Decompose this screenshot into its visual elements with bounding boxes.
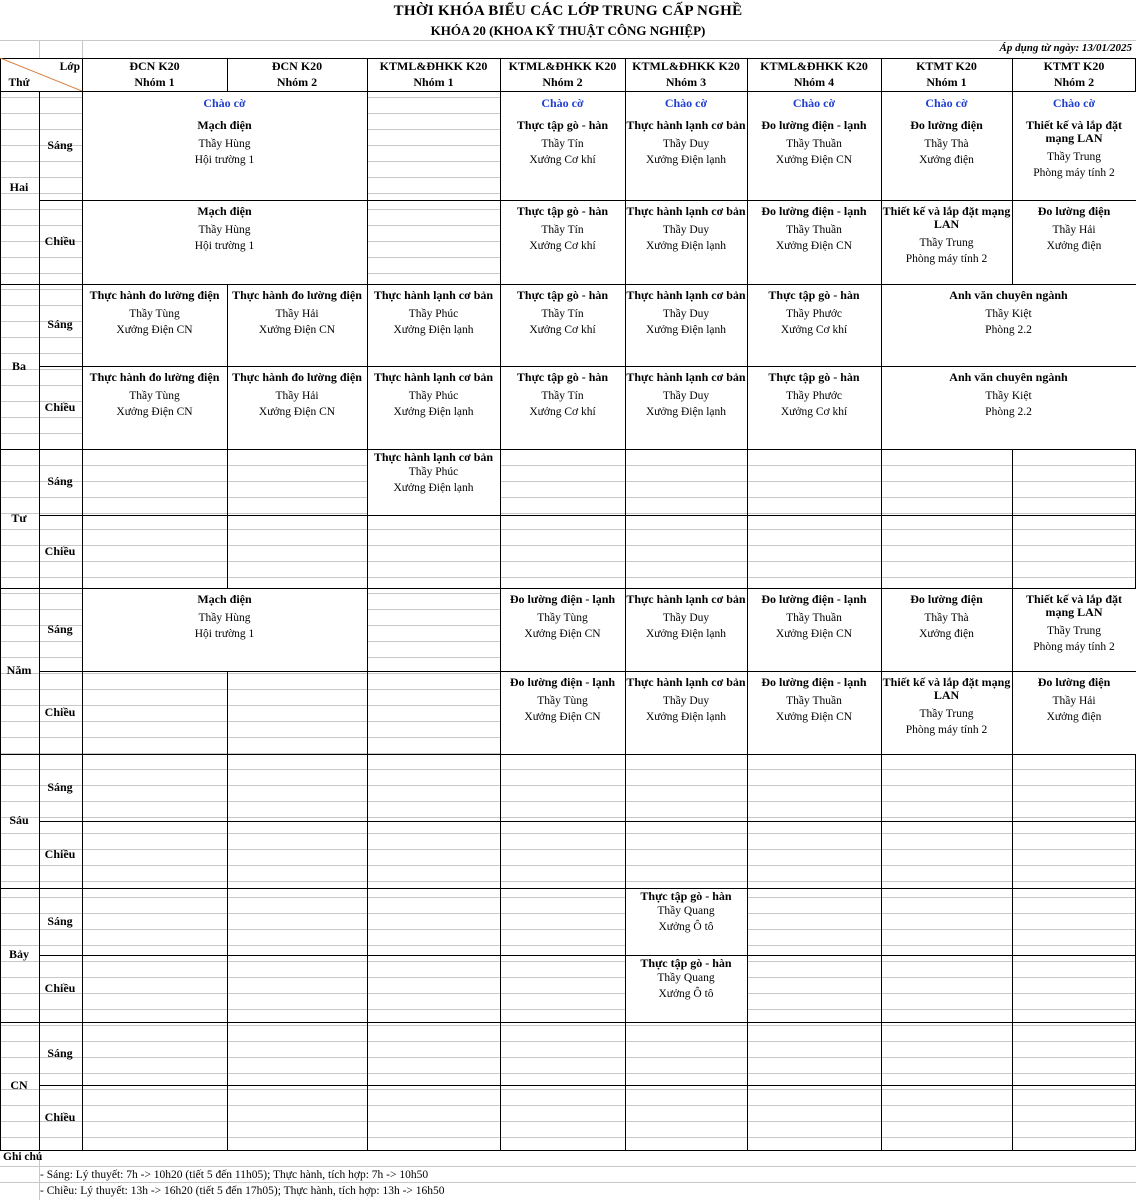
teacher-name: Thầy Hùng	[198, 224, 251, 236]
subject-name: Đo lường điện - lạnh	[761, 592, 867, 606]
schedule-cell	[367, 371, 500, 420]
room-name: Phòng máy tính 2	[905, 724, 988, 736]
day-label: Năm	[6, 663, 32, 677]
subject-name: Thực tập gò - hàn	[640, 956, 732, 970]
room-name: Xưởng Cơ khí	[529, 240, 596, 252]
teacher-name: Thầy Tín	[541, 224, 584, 236]
schedule-cell	[82, 371, 227, 420]
class-group-header: Nhóm 1	[413, 75, 454, 89]
schedule-cell	[625, 676, 747, 725]
subject-name: Thực hành đo lường điện	[232, 288, 362, 302]
grid-line	[0, 817, 1136, 818]
flag-ceremony-label: Chào cờ	[203, 96, 246, 110]
schedule-cell	[500, 289, 625, 338]
teacher-name: Thầy Hùng	[198, 612, 251, 624]
day-label: Tư	[11, 510, 27, 525]
room-name: Phòng máy tính 2	[1033, 641, 1115, 653]
subject-name: Thực tập gò - hàn	[516, 118, 609, 132]
day-border	[0, 449, 1136, 450]
day-label: Sáu	[9, 813, 29, 827]
room-name: Phòng 2.2	[985, 324, 1032, 336]
day-label: Hai	[9, 179, 29, 194]
class-group-header: Nhóm 3	[665, 75, 707, 89]
subject-name: Thực tập gò - hàn	[516, 204, 609, 218]
subject-name: Thực hành đo lường điện	[232, 370, 362, 384]
grid-line	[0, 1025, 1136, 1026]
grid-line	[0, 769, 1136, 770]
grid-line	[0, 1105, 1136, 1106]
subject-name: Thực hành lạnh cơ bản	[373, 370, 494, 384]
subject-name: Thực tập gò - hàn	[516, 288, 609, 302]
schedule-cell	[747, 371, 881, 420]
class-name-header: ĐCN K20	[271, 59, 323, 73]
teacher-name: Thầy Kiệt	[985, 308, 1032, 320]
teacher-name: Thầy Hải	[1052, 695, 1096, 707]
schedule-cell	[881, 289, 1136, 338]
subject-name: Thực hành lạnh cơ bản	[626, 118, 746, 132]
teacher-name: Thầy Phúc	[408, 390, 459, 402]
schedule-cell	[747, 676, 881, 725]
subject-name: Thực hành lạnh cơ bản	[626, 592, 746, 606]
room-name: Xưởng Điện CN	[116, 406, 193, 418]
class-name-header: KTML&ĐHKK K20	[760, 59, 868, 73]
session-label-morning: Sáng	[47, 1045, 73, 1060]
room-name: Xưởng Cơ khí	[780, 324, 848, 336]
room-name: Xưởng Điện lạnh	[393, 482, 474, 494]
class-group-header: Nhóm 1	[926, 75, 967, 89]
schedule-cell	[1012, 205, 1136, 254]
teacher-name: Thầy Kiệt	[985, 390, 1032, 402]
grid-line	[0, 577, 1136, 578]
subject-name: Đo lường điện	[910, 118, 983, 132]
flag-ceremony-label: Chào cờ	[925, 96, 968, 110]
grid-line	[0, 1073, 1136, 1074]
class-group-header: Nhóm 2	[1053, 75, 1095, 89]
grid-line	[0, 481, 1136, 482]
teacher-name: Thầy Quang	[657, 905, 715, 917]
subject-name: Thực tập gò - hàn	[640, 889, 732, 903]
note-morning: - Sáng: Lý thuyết: 7h -> 10h20 (tiết 5 đến 11h05); Thực hành, tích hợp: 7h -> 10h50	[40, 1169, 429, 1181]
table-border	[0, 58, 1, 1150]
schedule-cell	[747, 593, 881, 642]
room-name: Xưởng Điện CN	[116, 324, 193, 336]
room-name: Xưởng Điện lạnh	[645, 154, 727, 166]
teacher-name: Thầy Quang	[657, 972, 715, 984]
session-label-afternoon: Chiều	[44, 399, 76, 414]
room-name: Xưởng Điện lạnh	[645, 324, 727, 336]
subject-name: Thực hành lạnh cơ bản	[626, 370, 746, 384]
grid-line	[0, 1166, 1136, 1167]
grid-line	[0, 1137, 1136, 1138]
schedule-cell	[367, 289, 500, 338]
teacher-name: Thầy Tùng	[537, 695, 588, 707]
schedule-cell	[881, 205, 1012, 267]
teacher-name: Thầy Tín	[541, 308, 584, 320]
subject-name: Đo lường điện - lạnh	[761, 118, 867, 132]
schedule-cell	[1012, 593, 1136, 655]
grid-line	[0, 1121, 1136, 1122]
subject-name: Mạch điện	[197, 118, 252, 132]
teacher-name: Thầy Trung	[1047, 151, 1101, 163]
subject-name: Thực hành đo lường điện	[89, 288, 220, 302]
day-border	[0, 1022, 1136, 1023]
teacher-name: Thầy Thà	[924, 612, 969, 624]
teacher-name: Thầy Hùng	[198, 138, 251, 150]
schedule-cell	[1012, 676, 1136, 725]
subject-name: Mạch điện	[197, 592, 252, 606]
grid-line	[82, 40, 83, 58]
class-name-header: ĐCN K20	[129, 59, 180, 73]
room-name: Phòng máy tính 2	[1033, 167, 1115, 179]
subject-name: Đo lường điện - lạnh	[761, 204, 867, 218]
session-border	[39, 1085, 1136, 1086]
grid-line	[0, 881, 1136, 882]
session-label-morning: Sáng	[47, 137, 73, 152]
grid-line	[0, 801, 1136, 802]
subject-name: Thực tập gò - hàn	[768, 370, 860, 384]
room-name: Xưởng Ô tô	[658, 988, 714, 1000]
day-border	[0, 1150, 1136, 1151]
subject-name: Anh văn chuyên ngành	[949, 370, 1068, 384]
corner-label-class: Lớp	[59, 61, 80, 73]
schedule-cell	[82, 205, 367, 254]
schedule-cell	[881, 96, 1012, 168]
schedule-cell	[367, 451, 500, 496]
schedule-cell	[227, 371, 367, 420]
session-label-afternoon: Chiều	[44, 543, 76, 558]
session-border	[39, 821, 1136, 822]
teacher-name: Thầy Duy	[662, 612, 710, 624]
class-name-header: KTML&ĐHKK K20	[632, 59, 740, 73]
room-name: Xưởng điện	[919, 628, 974, 640]
schedule-cell	[500, 371, 625, 420]
corner-label-day: Thứ	[8, 77, 30, 89]
room-name: Xưởng điện	[919, 154, 974, 166]
schedule-cell	[881, 371, 1136, 420]
subject-name: Thực hành đo lường điện	[89, 370, 220, 384]
class-name-header: KTMT K20	[916, 59, 977, 73]
room-name: Xưởng Cơ khí	[529, 154, 596, 166]
subject-name: Thiết kế và lắp đặt mạng LAN	[882, 675, 1011, 702]
teacher-name: Thầy Thà	[924, 138, 969, 150]
subject-name: Đo lường điện	[1037, 204, 1111, 218]
room-name: Xưởng Điện lạnh	[645, 711, 727, 723]
subject-name: Thực hành lạnh cơ bản	[373, 288, 494, 302]
page-title: THỜI KHÓA BIỂU CÁC LỚP TRUNG CẤP NGHỀ	[393, 3, 743, 19]
schedule-cell	[881, 593, 1012, 642]
class-group-header: Nhóm 4	[793, 75, 835, 89]
schedule-cell	[625, 957, 747, 1002]
teacher-name: Thầy Duy	[662, 138, 710, 150]
schedule-cell	[500, 676, 625, 725]
subject-name: Thực tập gò - hàn	[516, 370, 609, 384]
subject-name: Đo lường điện - lạnh	[509, 592, 616, 606]
subject-name: Mạch điện	[197, 204, 252, 218]
schedule-cell	[625, 593, 747, 642]
class-name-header: KTML&ĐHKK K20	[379, 59, 488, 73]
grid-line	[0, 497, 1136, 498]
day-label: CN	[10, 1078, 28, 1092]
schedule-cell	[747, 289, 881, 338]
grid-line	[0, 1057, 1136, 1058]
session-label-morning: Sáng	[47, 317, 73, 331]
grid-line	[0, 1089, 1136, 1090]
page-subtitle: KHÓA 20 (KHOA KỸ THUẬT CÔNG NGHIỆP)	[430, 23, 706, 38]
grid-line	[0, 833, 1136, 834]
room-name: Xưởng Điện CN	[775, 154, 853, 166]
flag-ceremony-label: Chào cờ	[541, 96, 584, 110]
room-name: Xưởng Điện lạnh	[645, 240, 727, 252]
subject-name: Thiết kế và lắp đặt mạng LAN	[882, 204, 1011, 231]
room-name: Xưởng Cơ khí	[780, 406, 848, 418]
day-label: Bảy	[8, 947, 29, 961]
schedule-cell	[82, 289, 227, 338]
teacher-name: Thầy Trung	[919, 237, 974, 249]
schedule-cell	[227, 289, 367, 338]
schedule-cell	[747, 205, 881, 254]
room-name: Xưởng Điện CN	[524, 628, 601, 640]
room-name: Phòng 2.2	[985, 406, 1032, 418]
session-label-morning: Sáng	[47, 474, 73, 488]
grid-line	[0, 1182, 1136, 1183]
class-group-header: Nhóm 2	[276, 75, 318, 89]
grid-line	[0, 1041, 1136, 1042]
room-name: Xưởng Điện CN	[258, 324, 336, 336]
class-name-header: KTML&ĐHKK K20	[508, 59, 617, 73]
grid-line	[0, 865, 1136, 866]
grid-line	[0, 785, 1136, 786]
room-name: Xưởng Điện CN	[775, 628, 853, 640]
subject-name: Thiết kế và lắp đặt mạng LAN	[1025, 118, 1122, 145]
teacher-name: Thầy Trung	[919, 708, 974, 720]
room-name: Hội trường 1	[194, 240, 255, 252]
day-border	[0, 754, 1136, 755]
note-afternoon: - Chiều: Lý thuyết: 13h -> 16h20 (tiết 5 đến 17h05); Thực hành, tích hợp: 13h -> 16h50	[40, 1185, 445, 1197]
session-label-afternoon: Chiều	[44, 1109, 76, 1124]
room-name: Xưởng điện	[1046, 711, 1102, 723]
room-name: Phòng máy tính 2	[905, 253, 988, 265]
teacher-name: Thầy Tín	[541, 390, 584, 402]
subject-name: Đo lường điện	[1037, 675, 1111, 689]
schedule-cell	[500, 593, 625, 642]
teacher-name: Thầy Tùng	[129, 308, 180, 320]
grid-line	[0, 529, 1136, 530]
room-name: Xưởng Điện CN	[775, 240, 853, 252]
room-name: Xưởng Cơ khí	[529, 406, 596, 418]
session-label-morning: Sáng	[47, 621, 73, 636]
room-name: Hội trường 1	[194, 628, 255, 640]
room-name: Xưởng Điện lạnh	[645, 406, 727, 418]
schedule-cell	[500, 205, 625, 254]
session-border	[39, 515, 1136, 516]
teacher-name: Thầy Thuần	[786, 224, 842, 236]
teacher-name: Thầy Thuần	[786, 138, 842, 150]
subject-name: Thực hành lạnh cơ bản	[626, 288, 746, 302]
subject-name: Anh văn chuyên ngành	[949, 288, 1068, 302]
day-label: Ba	[11, 358, 26, 373]
session-label-morning: Sáng	[47, 779, 73, 794]
schedule-cell	[625, 96, 747, 168]
schedule-cell	[82, 96, 367, 168]
teacher-name: Thầy Duy	[662, 695, 710, 707]
grid-line	[0, 977, 1136, 978]
grid-line	[0, 913, 1136, 914]
column-border	[367, 58, 368, 1150]
subject-name: Thực hành lạnh cơ bản	[373, 450, 494, 464]
grid-line	[0, 897, 1136, 898]
room-name: Xưởng Điện CN	[775, 711, 853, 723]
schedule-cell	[82, 593, 367, 642]
room-name: Xưởng điện	[1046, 240, 1102, 252]
teacher-name: Thầy Hải	[275, 390, 319, 402]
room-name: Xưởng Điện lạnh	[393, 324, 474, 336]
teacher-name: Thầy Thuần	[786, 612, 842, 624]
subject-name: Đo lường điện - lạnh	[509, 675, 616, 689]
day-border	[0, 888, 1136, 889]
flag-ceremony-label: Chào cờ	[1052, 96, 1096, 110]
teacher-name: Thầy Tín	[541, 138, 584, 150]
room-name: Xưởng Điện CN	[524, 711, 601, 723]
teacher-name: Thầy Thuần	[786, 695, 842, 707]
session-label-afternoon: Chiều	[44, 234, 76, 248]
schedule-cell	[625, 371, 747, 420]
notes-heading: Ghi chú	[3, 1151, 43, 1163]
schedule-cell	[500, 96, 625, 168]
room-name: Xưởng Điện lạnh	[645, 628, 727, 640]
flag-ceremony-label: Chào cờ	[792, 96, 836, 110]
teacher-name: Thầy Tùng	[537, 612, 588, 624]
teacher-name: Thầy Duy	[662, 308, 710, 320]
grid-line	[0, 849, 1136, 850]
grid-line	[0, 993, 1136, 994]
class-group-header: Nhóm 1	[134, 75, 175, 89]
teacher-name: Thầy Phúc	[408, 466, 459, 478]
subject-name: Thực tập gò - hàn	[768, 288, 860, 302]
room-name: Hội trường 1	[194, 154, 255, 166]
teacher-name: Thầy Trung	[1047, 625, 1101, 637]
schedule-cell	[625, 890, 747, 935]
schedule-cell	[625, 205, 747, 254]
schedule-cell	[625, 289, 747, 338]
grid-line	[0, 1009, 1136, 1010]
grid-line	[0, 465, 1136, 466]
flag-ceremony-label: Chào cờ	[664, 96, 708, 110]
grid-line	[0, 929, 1136, 930]
subject-name: Đo lường điện	[910, 592, 983, 606]
subject-name: Thiết kế và lắp đặt mạng LAN	[1025, 592, 1122, 619]
teacher-name: Thầy Phúc	[408, 308, 459, 320]
grid-line	[39, 40, 40, 58]
teacher-name: Thầy Hải	[1052, 224, 1096, 236]
room-name: Xưởng Điện CN	[258, 406, 336, 418]
teacher-name: Thầy Phước	[785, 308, 843, 320]
subject-name: Thực hành lạnh cơ bản	[626, 675, 746, 689]
grid-line	[0, 513, 1136, 514]
grid-line	[0, 945, 1136, 946]
schedule-cell	[747, 96, 881, 168]
subject-name: Đo lường điện - lạnh	[761, 675, 867, 689]
schedule-cell	[881, 676, 1012, 738]
teacher-name: Thầy Duy	[662, 390, 710, 402]
grid-line	[0, 40, 1136, 41]
session-label-afternoon: Chiều	[44, 980, 76, 995]
room-name: Xưởng Cơ khí	[529, 324, 596, 336]
schedule-cell	[1012, 96, 1136, 181]
room-name: Xưởng Ô tô	[658, 921, 714, 933]
session-label-morning: Sáng	[47, 913, 73, 928]
teacher-name: Thầy Phước	[785, 390, 843, 402]
session-label-afternoon: Chiều	[44, 846, 76, 861]
class-name-header: KTMT K20	[1043, 59, 1105, 73]
applied-date: Áp dụng từ ngày: 13/01/2025	[999, 42, 1132, 54]
session-label-afternoon: Chiều	[44, 704, 76, 719]
teacher-name: Thầy Tùng	[129, 390, 180, 402]
teacher-name: Thầy Duy	[662, 224, 710, 236]
subject-name: Thực hành lạnh cơ bản	[626, 204, 746, 218]
room-name: Xưởng Điện lạnh	[393, 406, 474, 418]
class-group-header: Nhóm 2	[542, 75, 583, 89]
session-border	[39, 955, 1136, 956]
grid-line	[0, 545, 1136, 546]
teacher-name: Thầy Hải	[275, 308, 319, 320]
grid-line	[0, 961, 1136, 962]
grid-line	[0, 561, 1136, 562]
